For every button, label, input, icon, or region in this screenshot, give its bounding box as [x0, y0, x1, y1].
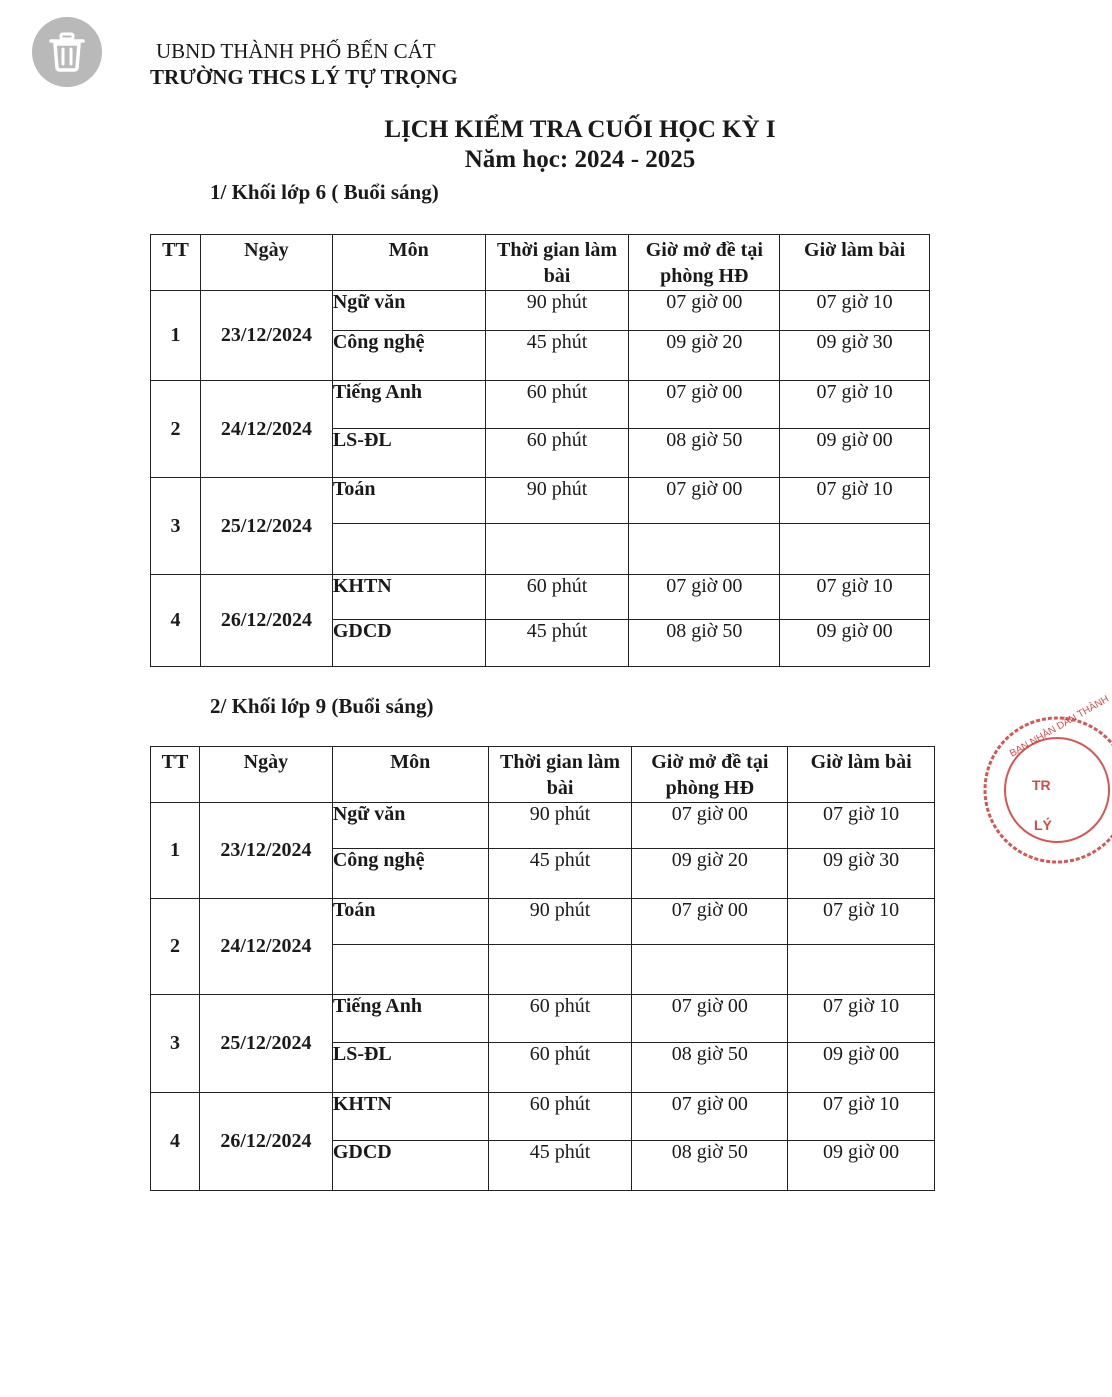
open-time-cell: 08 giờ 50 [632, 1141, 788, 1191]
subject-cell: KHTN [332, 1093, 488, 1141]
col-subject: Môn [332, 747, 488, 803]
section-heading-grade6: 1/ Khối lớp 6 ( Buổi sáng) [210, 180, 439, 204]
open-time-cell: 09 giờ 20 [629, 331, 780, 381]
table-row [151, 478, 930, 524]
duration-cell: 45 phút [485, 331, 629, 381]
svg-text:LÝ: LÝ [1034, 817, 1052, 833]
open-time-cell: 07 giờ 00 [632, 803, 788, 849]
start-time-cell: 09 giờ 00 [788, 1043, 935, 1093]
col-duration: Thời gian làm bài [488, 747, 632, 803]
open-time-cell: 07 giờ 00 [629, 478, 780, 524]
duration-cell: 60 phút [485, 381, 629, 429]
table-row [151, 291, 930, 331]
delete-button[interactable] [32, 17, 102, 87]
start-time-cell: 07 giờ 10 [780, 291, 930, 331]
duration-cell: 45 phút [488, 1141, 632, 1191]
subject-cell: GDCD [332, 1141, 488, 1191]
open-time-cell: 08 giờ 50 [632, 1043, 788, 1093]
duration-cell: 60 phút [488, 1043, 632, 1093]
date-cell: 24/12/2024 [199, 899, 332, 995]
open-time-cell: 07 giờ 00 [632, 1093, 788, 1141]
start-time-cell: 07 giờ 10 [788, 803, 935, 849]
duration-cell: 90 phút [488, 899, 632, 945]
open-time-cell: 08 giờ 50 [629, 429, 780, 478]
open-time-cell: 07 giờ 00 [629, 291, 780, 331]
col-start-time: Giờ làm bài [788, 747, 935, 803]
open-time-cell: 08 giờ 50 [629, 620, 780, 667]
svg-text:TR: TR [1032, 777, 1051, 793]
date-cell: 26/12/2024 [200, 575, 332, 667]
duration-cell [488, 945, 632, 995]
org-line-1: UBND THÀNH PHỐ BẾN CÁT [156, 39, 436, 63]
subject-cell: Toán [332, 899, 488, 945]
date-cell: 23/12/2024 [199, 803, 332, 899]
start-time-cell: 07 giờ 10 [788, 1093, 935, 1141]
duration-cell: 45 phút [488, 849, 632, 899]
org-line-2: TRƯỜNG THCS LÝ TỰ TRỌNG [150, 65, 458, 89]
col-duration: Thời gian làm bài [485, 235, 629, 291]
open-time-cell: 09 giờ 20 [632, 849, 788, 899]
start-time-cell: 07 giờ 10 [788, 995, 935, 1043]
col-tt: TT [151, 747, 200, 803]
subject-cell: Ngữ văn [332, 803, 488, 849]
duration-cell: 45 phút [485, 620, 629, 667]
tt-cell: 3 [151, 995, 200, 1093]
tt-cell: 2 [151, 899, 200, 995]
duration-cell: 90 phút [488, 803, 632, 849]
table-row [151, 1093, 935, 1141]
start-time-cell: 07 giờ 10 [788, 899, 935, 945]
table-row [151, 803, 935, 849]
tt-cell: 1 [151, 291, 201, 381]
table-row [151, 995, 935, 1043]
start-time-cell: 07 giờ 10 [780, 478, 930, 524]
start-time-cell: 09 giờ 30 [780, 331, 930, 381]
subject-cell: Công nghệ [332, 849, 488, 899]
tt-cell: 2 [151, 381, 201, 478]
date-cell: 25/12/2024 [200, 478, 332, 575]
open-time-cell [629, 524, 780, 575]
start-time-cell: 09 giờ 00 [780, 429, 930, 478]
duration-cell: 60 phút [488, 1093, 632, 1141]
open-time-cell: 07 giờ 00 [632, 899, 788, 945]
table-header-row [151, 747, 935, 803]
open-time-cell: 07 giờ 00 [632, 995, 788, 1043]
col-open-time: Giờ mở đề tại phòng HĐ [632, 747, 788, 803]
col-start-time: Giờ làm bài [780, 235, 930, 291]
subject-cell [332, 945, 488, 995]
start-time-cell: 09 giờ 30 [788, 849, 935, 899]
subject-cell: Tiếng Anh [332, 381, 485, 429]
start-time-cell [788, 945, 935, 995]
official-stamp [982, 693, 1112, 862]
tt-cell: 3 [151, 478, 201, 575]
subject-cell: Tiếng Anh [332, 995, 488, 1043]
page-title: LỊCH KIỂM TRA CUỐI HỌC KỲ I [384, 116, 776, 143]
table-header-row [151, 235, 930, 291]
date-cell: 26/12/2024 [199, 1093, 332, 1191]
table-row [151, 899, 935, 945]
date-cell: 23/12/2024 [200, 291, 332, 381]
date-cell: 25/12/2024 [199, 995, 332, 1093]
col-tt: TT [151, 235, 201, 291]
subject-cell: LS-ĐL [332, 429, 485, 478]
open-time-cell: 07 giờ 00 [629, 575, 780, 620]
schedule-table-grade9 [150, 746, 935, 1191]
start-time-cell: 07 giờ 10 [780, 575, 930, 620]
subject-cell: Toán [332, 478, 485, 524]
start-time-cell: 09 giờ 00 [788, 1141, 935, 1191]
table-row [151, 575, 930, 620]
open-time-cell: 07 giờ 00 [629, 381, 780, 429]
start-time-cell: 07 giờ 10 [780, 381, 930, 429]
col-date: Ngày [200, 235, 332, 291]
section-heading-grade9: 2/ Khối lớp 9 (Buổi sáng) [210, 694, 434, 718]
subject-cell: Ngữ văn [332, 291, 485, 331]
tt-cell: 4 [151, 1093, 200, 1191]
col-date: Ngày [199, 747, 332, 803]
duration-cell: 60 phút [485, 575, 629, 620]
col-subject: Môn [332, 235, 485, 291]
school-year: Năm học: 2024 - 2025 [464, 146, 696, 173]
open-time-cell [632, 945, 788, 995]
table-row [151, 381, 930, 429]
date-cell: 24/12/2024 [200, 381, 332, 478]
tt-cell: 1 [151, 803, 200, 899]
schedule-table-grade6 [150, 234, 930, 667]
subject-cell [332, 524, 485, 575]
col-open-time: Giờ mở đề tại phòng HĐ [629, 235, 780, 291]
subject-cell: LS-ĐL [332, 1043, 488, 1093]
tt-cell: 4 [151, 575, 201, 667]
svg-text:BAN NHÂN DÂN THÀNH: BAN NHÂN DÂN THÀNH [1008, 693, 1112, 760]
subject-cell: KHTN [332, 575, 485, 620]
subject-cell: GDCD [332, 620, 485, 667]
organization-header [150, 38, 458, 90]
duration-cell [485, 524, 629, 575]
duration-cell: 60 phút [485, 429, 629, 478]
trash-icon [48, 32, 86, 72]
duration-cell: 90 phút [485, 478, 629, 524]
start-time-cell: 09 giờ 00 [780, 620, 930, 667]
start-time-cell [780, 524, 930, 575]
subject-cell: Công nghệ [332, 331, 485, 381]
duration-cell: 90 phút [485, 291, 629, 331]
duration-cell: 60 phút [488, 995, 632, 1043]
